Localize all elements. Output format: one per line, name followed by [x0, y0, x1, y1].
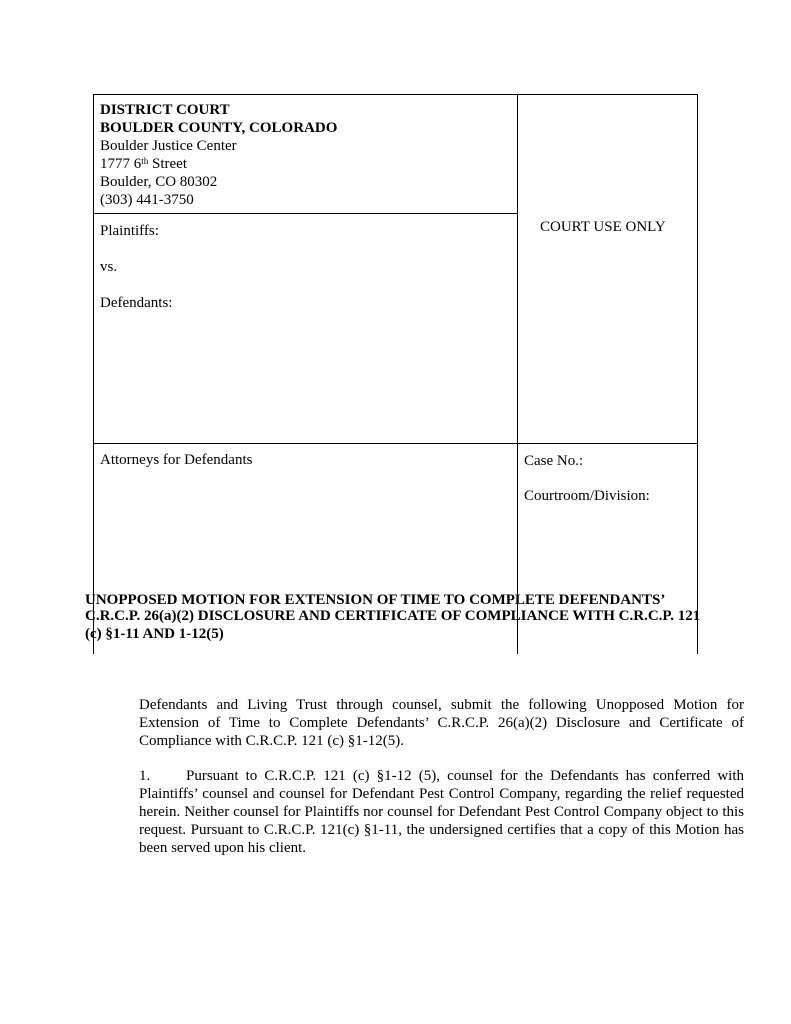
caption-border-middle	[517, 94, 518, 654]
county-name: BOULDER COUNTY, COLORADO	[100, 120, 338, 136]
paragraph-1-number: 1.	[139, 768, 151, 784]
paragraph-1	[93, 767, 744, 857]
defendants-label: Defendants:	[100, 295, 173, 311]
caption-border-right	[697, 94, 698, 654]
caption-border-top	[93, 94, 698, 95]
case-number-label: Case No.:	[524, 453, 584, 469]
motion-title-line-1: UNOPPOSED MOTION FOR EXTENSION OF TIME TO COMPLETE DEFENDANTS’	[85, 592, 666, 608]
plaintiffs-label: Plaintiffs:	[100, 223, 159, 239]
paragraph-1-text: Pursuant to C.R.C.P. 121 (c) §1-12 (5), counsel for the Defendants has conferred with Plaintiffs’ counsel and counsel for Defendant Pest Control Company, regarding the relief requested herein. Neither counsel for Plaintiffs nor counsel for Defendant Pest Control Company object to this request. Pursuant to C.R.C.P. 121(c) §1-11, the undersigned certifies that a copy of this Motion has been served upon his client.	[139, 768, 744, 856]
court-city-zip: Boulder, CO 80302	[100, 174, 218, 190]
motion-title-line-2: C.R.C.P. 26(a)(2) DISCLOSURE AND CERTIFICATE OF COMPLIANCE WITH C.R.C.P. 121	[85, 608, 701, 624]
motion-title-line-3: (c) §1-11 AND 1-12(5)	[85, 626, 224, 642]
court-building: Boulder Justice Center	[100, 138, 237, 154]
court-use-only-label: COURT USE ONLY	[540, 219, 666, 235]
intro-paragraph: Defendants and Living Trust through counsel, submit the following Unopposed Motion for Extension of Time to Complete Defendants’ C.R.C.P. 26(a)(2) Disclosure and Certificate of Compliance with C.R.C.P. 121 (c) §1-12(5).	[139, 697, 744, 749]
court-street: 1777 6th Street	[100, 156, 188, 172]
court-phone: (303) 441-3750	[100, 192, 194, 208]
attorneys-label: Attorneys for Defendants	[100, 452, 253, 468]
caption-divider-court	[93, 213, 518, 214]
caption-divider-parties	[93, 443, 698, 444]
courtroom-division-label: Courtroom/Division:	[524, 488, 650, 504]
caption-border-left	[93, 94, 94, 654]
court-name: DISTRICT COURT	[100, 102, 230, 118]
versus-label: vs.	[100, 259, 118, 275]
